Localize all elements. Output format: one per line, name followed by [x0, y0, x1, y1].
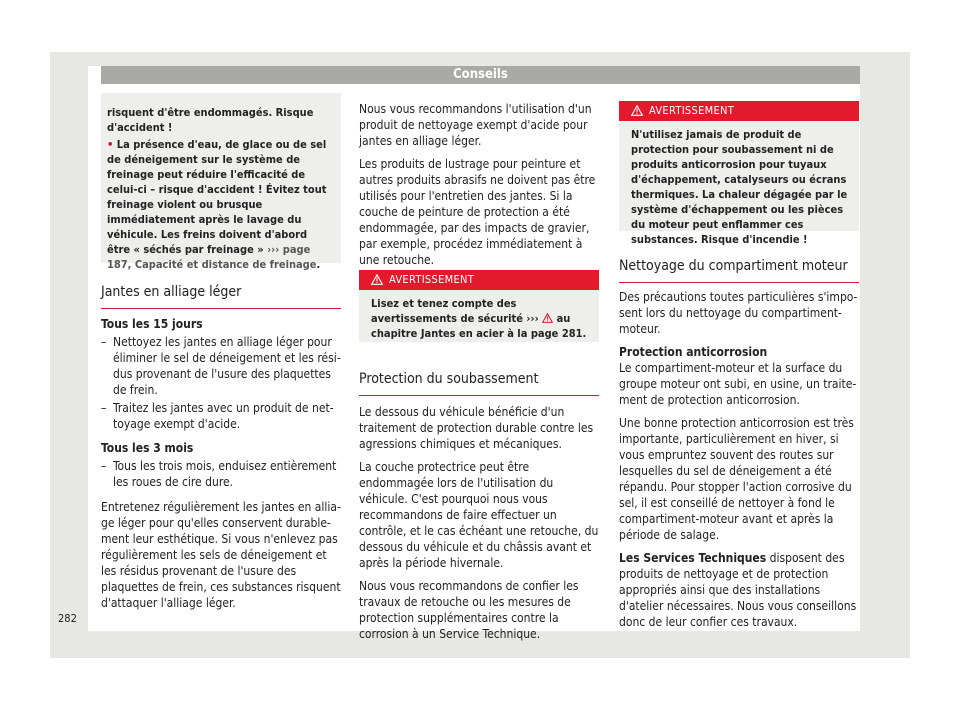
- paragraph: Le compartiment-moteur et la surface du groupe moteur ont subi, en usine, un traitement de protection anticorrosion.: [619, 361, 857, 407]
- section-title-text: Nettoyage du compartiment moteur: [619, 258, 848, 274]
- warning-box-underbody: [619, 101, 859, 246]
- link-end: .: [316, 258, 321, 271]
- paragraph: [619, 550, 859, 630]
- bullet-icon: •: [107, 138, 114, 151]
- dash-icon: –: [101, 401, 107, 415]
- paragraph: Des précautions toutes particulières s'imposent lors du nettoyage du compartiment-moteur.: [619, 290, 858, 336]
- dash-icon: –: [101, 459, 107, 473]
- right-column: [619, 289, 859, 637]
- alloy-rims-paragraph: Entretenez régulièrement les jantes en alliage léger pour qu'elles conservent durablement leur esthétique. Si vous n'enlevez pas régulièrement les sels de déneigement et les résidus provenant de l'usure des plaquettes de frein, ces substances risquent d'attaquer l'alliage léger.: [101, 500, 341, 610]
- warning-header: [359, 270, 599, 290]
- brake-distance-link[interactable]: page 187, Capacité et distance de freinage: [107, 243, 317, 271]
- section-title-text: Jantes en alliage léger: [101, 284, 242, 300]
- middle-column-bottom: [359, 404, 599, 649]
- section-title-underbody: [359, 371, 599, 396]
- warning-label: AVERTISSEMENT: [649, 104, 735, 117]
- bold-term: Les Services Techniques: [619, 551, 767, 565]
- warning-continued-box: [101, 93, 341, 271]
- list-item-text: Nettoyez les jantes en alliage léger pour éliminer le sel de déneigement et les résidus provenant de l'usure des plaquettes de frein.: [113, 335, 341, 397]
- warning-triangle-icon: [371, 274, 383, 285]
- page-number: 282: [58, 612, 77, 625]
- paragraph: Une bonne protection anticorrosion est très importante, particulièrement en hiver, si vous empruntez souvent des routes sur lesquelles du sel de déneigement a été répandu. Pour stopper l'action corrosive du sel, il est conseillé de nettoyer à fond le compartiment-moteur avant et après la période de salage.: [619, 416, 854, 542]
- warning-box-rims: [359, 270, 599, 342]
- paragraph: Nous vous recommandons de confier les travaux de retouche ou les mesures de protection supplémentaires contre la corrosion à un Service Technique.: [359, 579, 579, 641]
- paragraph: Nous vous recommandons l'utilisation d'un produit de nettoyage exempt d'acide pour jantes en alliage léger.: [359, 102, 592, 148]
- list-item: [101, 458, 341, 490]
- warning-bullet-text: La présence d'eau, de glace ou de sel de déneigement sur le système de freinage peut réduire l'efficacité de celui-ci – risque d'accident ! Évitez tout freinage violent ou brusque immédiatement après le lavage du véhicule. Les freins doivent d'abord être « séchés par freinage »: [107, 138, 327, 256]
- warning-text: N'utilisez jamais de produit de protection pour soubassement ni de produits anticorrosion pour tuyaux d'échappement, catalyseurs ou écrans thermiques. La chaleur dégagée par le système d'échappement ou les pièces du moteur peut enflammer ces substances. Risque d'incendie !: [631, 128, 848, 246]
- warning-triangle-icon: [542, 313, 553, 323]
- list-item: [101, 334, 341, 398]
- warning-triangle-icon: [631, 105, 643, 116]
- warning-label: AVERTISSEMENT: [389, 273, 475, 286]
- page-header: Conseils: [101, 66, 860, 84]
- warning-continued-text: risquent d'être endommagés. Risque d'accident !: [107, 106, 314, 134]
- paragraph: La couche protectrice peut être endommagée lors de l'utilisation du véhicule. C'est pourquoi nous vous recommandons de faire effectuer un contrôle, et le cas échéant une retouche, du dessous du véhicule et du châssis avant et après la période hivernale.: [359, 460, 599, 570]
- every-3-months-heading: Tous les 3 mois: [101, 441, 194, 455]
- left-column: [101, 317, 341, 618]
- warning-header: [619, 101, 859, 121]
- warning-text: Lisez et tenez compte des avertissements de sécurité: [371, 297, 523, 325]
- section-title-text: Protection du soubassement: [359, 371, 539, 387]
- paragraph: Le dessous du véhicule bénéficie d'un traitement de protection durable contre les agressions chimiques et mécaniques.: [359, 405, 594, 451]
- list-item-text: Traitez les jantes avec un produit de nettoyage exempt d'acide.: [113, 401, 334, 431]
- section-title-alloy-rims: [101, 284, 341, 309]
- paragraph-rest: disposent des produits de nettoyage et de protection appropriés ainsi que des installations d'atelier nécessaires. Nous vous conseillons donc de leur confier ces travaux.: [619, 551, 857, 629]
- section-title-engine-compartment: [619, 258, 859, 283]
- link-arrows: ›››: [267, 243, 280, 256]
- paragraph: Les produits de lustrage pour peinture et autres produits abrasifs ne doivent pas être utilisés pour l'entretien des jantes. Si la couche de peinture de protection a été endommagée, par des impacts de gravier, par exemple, procédez immédiatement à une retouche.: [359, 157, 596, 267]
- steel-rims-link[interactable]: au chapitre Jantes en acier à la page 281.: [371, 312, 587, 340]
- subheading-corrosion: Protection anticorrosion: [619, 345, 768, 359]
- every-15-days-heading: Tous les 15 jours: [101, 317, 203, 331]
- link-arrows: ›››: [526, 312, 539, 325]
- middle-column-top: [359, 101, 599, 275]
- dash-icon: –: [101, 335, 107, 349]
- list-item-text: Tous les trois mois, enduisez entièrement les roues de cire dure.: [113, 459, 337, 489]
- list-item: [101, 400, 341, 432]
